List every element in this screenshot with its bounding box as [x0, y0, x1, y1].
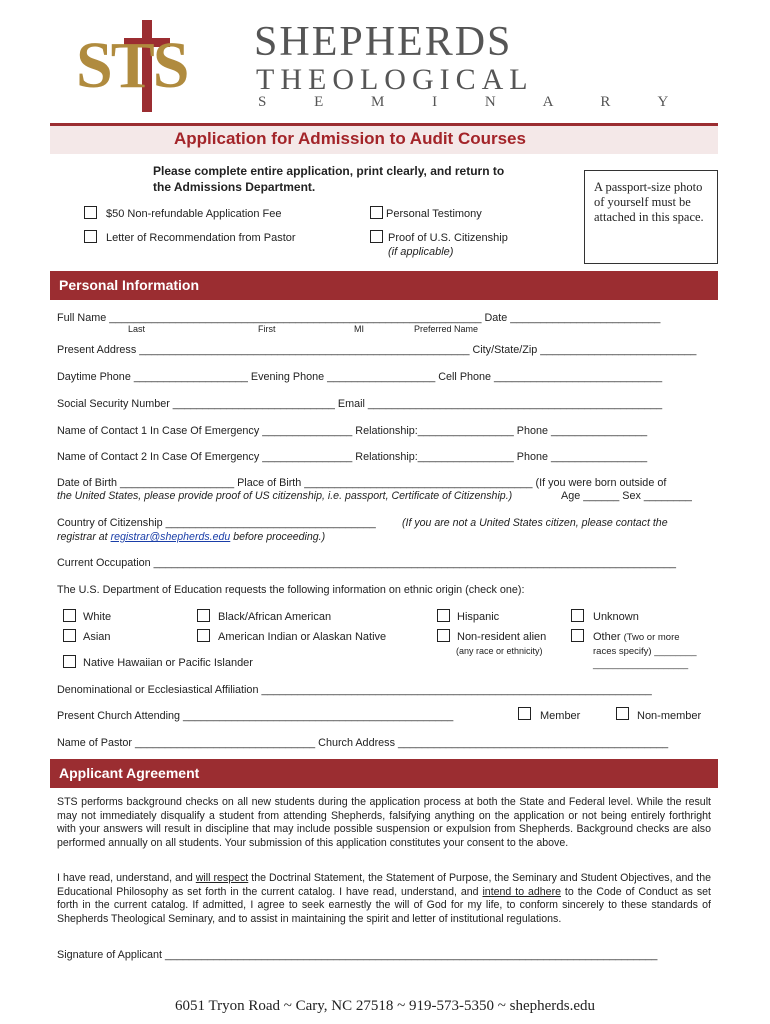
- agreement-header: [50, 759, 718, 788]
- age-sex-field[interactable]: Age ______ Sex ________: [561, 490, 692, 502]
- logo-letters: STS: [76, 29, 188, 102]
- p2-intend-to-adhere: intend to adhere: [482, 885, 561, 898]
- black-checkbox[interactable]: [197, 609, 210, 622]
- citizenship-note: (if applicable): [388, 246, 454, 258]
- photo-box-text: A passport-size photo of yourself must be attached in this space.: [594, 180, 704, 224]
- seminary-name-line1: SHEPHERDS: [254, 19, 513, 65]
- citizenship-checkbox[interactable]: [370, 230, 383, 243]
- hispanic-checkbox[interactable]: [437, 609, 450, 622]
- title-bar: [50, 123, 718, 154]
- other-checkbox[interactable]: [571, 629, 584, 642]
- asian-checkbox[interactable]: [63, 629, 76, 642]
- country-field[interactable]: Country of Citizenship ___________________________________: [57, 517, 376, 529]
- nonmember-label: Non-member: [637, 710, 702, 722]
- black-label: Black/African American: [218, 611, 332, 623]
- registrar-post: before proceeding.): [230, 531, 326, 543]
- testimony-label: Personal Testimony: [386, 208, 482, 220]
- church-field[interactable]: Present Church Attending _____________________________________________: [57, 710, 454, 722]
- white-label: White: [83, 611, 112, 623]
- testimony-checkbox[interactable]: [370, 206, 383, 219]
- agreement-paragraph-1: STS performs background checks on all new students during the application process at both the State and Federal level. While the result may not immediately disqualify a student from attending Shepherds, falsifying anything on the application or not being entirely forthright with your answers will result in discipline that may include possible suspension or expulsion from Shepherds. Background checks are also performed annually on all students. Your submission of this application constitutes your consent to the above.: [57, 796, 711, 849]
- native-american-checkbox[interactable]: [197, 629, 210, 642]
- occupation-field[interactable]: Current Occupation _______________________________________________________________________________________: [57, 557, 677, 569]
- other-label: [593, 631, 680, 643]
- member-label: Member: [540, 710, 581, 722]
- birth-note: the United States, please provide proof of US citizenship, i.e. passport, Certificate of Citizenship.): [57, 490, 513, 502]
- country-note: (If you are not a United States citizen, please contact the: [402, 517, 668, 529]
- full-name-field[interactable]: Full Name ______________________________________________________________ Date _________________________: [57, 312, 661, 324]
- registrar-email-link[interactable]: registrar@shepherds.edu: [110, 531, 231, 543]
- instructions-line1: Please complete entire application, print clearly, and return to: [153, 164, 505, 178]
- personal-info-header: [50, 271, 718, 300]
- ethnic-prompt: The U.S. Department of Education requests the following information on ethnic origin (check one):: [57, 584, 525, 596]
- name-sub-mi: MI: [354, 324, 364, 334]
- denomination-field[interactable]: Denominational or Ecclesiastical Affiliation _________________________________________________________________: [57, 684, 652, 696]
- unknown-checkbox[interactable]: [571, 609, 584, 622]
- p2-text-b: the Doctrinal Statement, the Statement of Purpose, the Seminary and Student Objectives, and the Educational Philosophy as set forth in the current catalog. I have read, understand, and: [57, 872, 711, 898]
- hawaiian-label: Native Hawaiian or Pacific Islander: [83, 657, 253, 669]
- citizenship-label: Proof of U.S. Citizenship: [388, 232, 508, 244]
- recommendation-label: Letter of Recommendation from Pastor: [106, 232, 296, 244]
- other-text: Other: [593, 631, 621, 643]
- fee-checkbox[interactable]: [84, 206, 97, 219]
- personal-info-title: Personal Information: [59, 277, 200, 293]
- nonresident-checkbox[interactable]: [437, 629, 450, 642]
- footer-address: 6051 Tryon Road ~ Cary, NC 27518 ~ 919-573-5350 ~ shepherds.edu: [174, 998, 596, 1014]
- nonresident-note: (any race or ethnicity): [456, 646, 543, 656]
- unknown-label: Unknown: [593, 611, 639, 623]
- seminary-name-line3: S E M I N A R Y: [258, 94, 691, 110]
- p2-text-c: to the Code of Conduct as set forth in the current catalog. If admitted, I agree to seek earnestly the will of God for my life, to conform sincerely to these standards of Shepherds Theological Seminary, and to assist in maintaining the spirit and letter of institutional regulations.: [57, 885, 711, 925]
- pastor-field[interactable]: Name of Pastor ______________________________ Church Address _____________________________________________: [57, 737, 669, 749]
- name-sub-last: Last: [128, 324, 146, 334]
- asian-label: Asian: [83, 631, 111, 643]
- ssn-email-field[interactable]: Social Security Number ___________________________ Email _________________________________________________: [57, 398, 663, 410]
- white-checkbox[interactable]: [63, 609, 76, 622]
- phones-field[interactable]: Daytime Phone ___________________ Evening Phone __________________ Cell Phone ____________________________: [57, 371, 663, 383]
- hawaiian-checkbox[interactable]: [63, 655, 76, 668]
- registrar-pre: registrar at: [57, 531, 111, 543]
- other-note2[interactable]: races specify) ________: [593, 646, 697, 657]
- contact1-field[interactable]: Name of Contact 1 In Case Of Emergency _______________ Relationship:________________ Phone ________________: [57, 425, 648, 437]
- agreement-title: Applicant Agreement: [59, 765, 200, 781]
- nonmember-checkbox[interactable]: [616, 707, 629, 720]
- registrar-note: [57, 531, 325, 543]
- other-note1: (Two or more: [623, 632, 680, 643]
- name-sub-first: First: [258, 324, 276, 334]
- seminary-name-line2: THEOLOGICAL: [256, 63, 534, 96]
- photo-box: [584, 170, 718, 264]
- name-sub-preferred: Preferred Name: [414, 324, 479, 334]
- fee-label: $50 Non-refundable Application Fee: [106, 208, 282, 220]
- member-checkbox[interactable]: [518, 707, 531, 720]
- address-field[interactable]: Present Address _______________________________________________________ City/State/Zip __________________________: [57, 344, 697, 356]
- hispanic-label: Hispanic: [457, 611, 500, 623]
- agreement-paragraph-2: [57, 872, 711, 926]
- instructions-line2: the Admissions Department.: [153, 180, 316, 194]
- p2-text-a: I have read, understand, and: [57, 872, 196, 884]
- logo: [74, 18, 224, 114]
- birth-field[interactable]: Date of Birth ___________________ Place of Birth ______________________________________ (If you were born outside of: [57, 477, 667, 489]
- nonresident-label: Non-resident alien: [457, 631, 547, 643]
- signature-field[interactable]: Signature of Applicant __________________________________________________________________________________: [57, 949, 658, 961]
- other-specify-line[interactable]: ___________________: [593, 659, 689, 669]
- page-title: Application for Admission to Audit Courses: [174, 129, 526, 148]
- recommendation-checkbox[interactable]: [84, 230, 97, 243]
- p2-will-respect: will respect: [195, 872, 249, 884]
- native-american-label: American Indian or Alaskan Native: [218, 631, 387, 643]
- contact2-field[interactable]: Name of Contact 2 In Case Of Emergency _______________ Relationship:________________ Phone ________________: [57, 451, 648, 463]
